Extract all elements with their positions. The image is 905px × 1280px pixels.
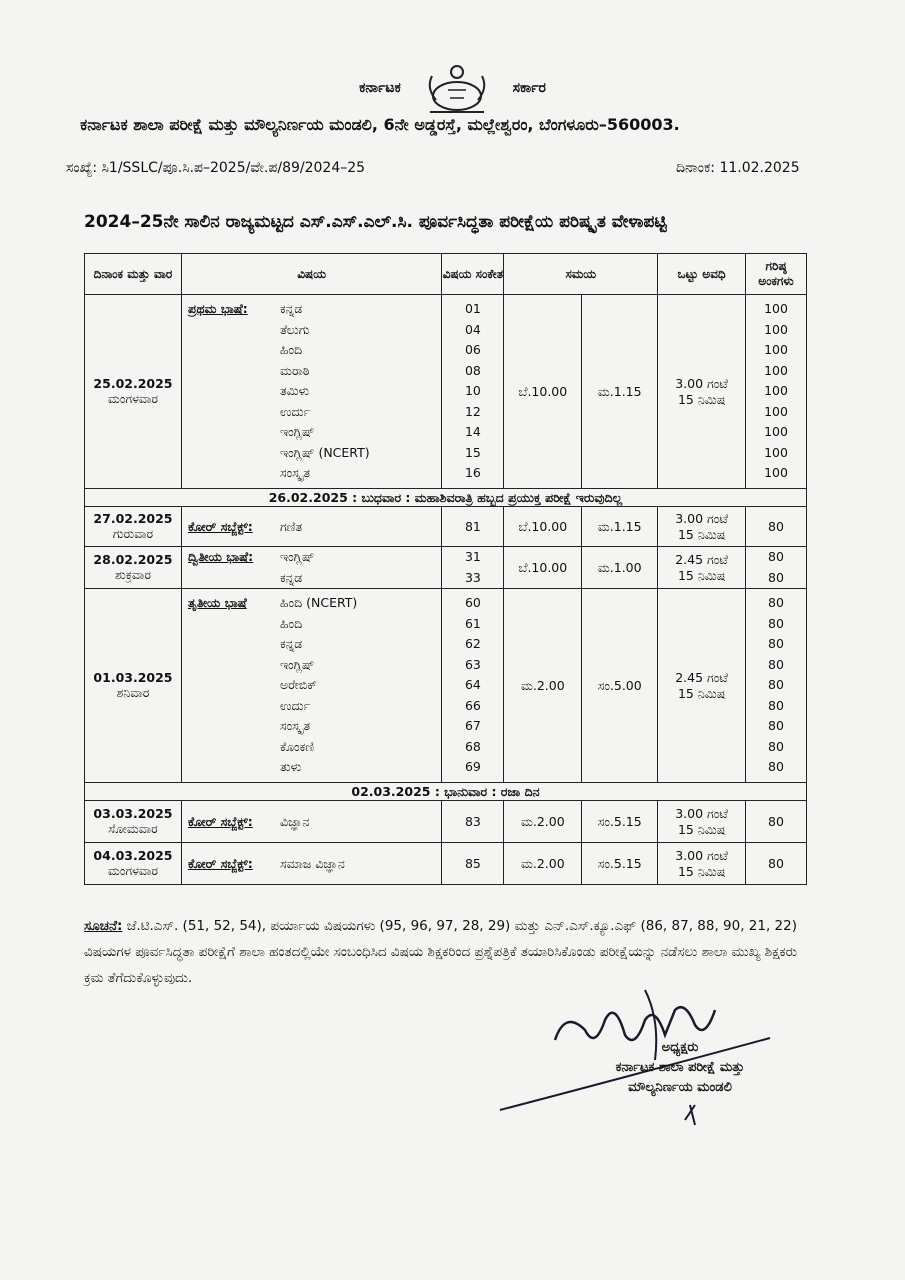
subject-name: ಹಿಂದಿ (NCERT) (279, 595, 358, 611)
duration-cell (658, 295, 746, 489)
subject-code: 10 (464, 383, 481, 399)
table-row (85, 507, 807, 547)
subject-code: 66 (464, 697, 481, 713)
table-row (85, 295, 807, 489)
subject-code: 83 (442, 801, 504, 843)
max-marks: 80 (768, 656, 784, 672)
end-time: ಸಂ.5.15 (582, 801, 658, 843)
marks-cell (746, 589, 807, 783)
subject-name: ಕನ್ನಡ (279, 301, 303, 317)
signatory-office-line2: ಮೌಲ್ಯನಿರ್ಣಯ ಮಂಡಲಿ (628, 1080, 732, 1095)
government-header (0, 60, 905, 116)
exam-date: 01.03.2025 (93, 670, 173, 685)
subject-cell (181, 843, 442, 885)
max-marks: 80 (768, 549, 784, 564)
duration-cell (658, 801, 746, 843)
exam-date: 28.02.2025 (93, 552, 173, 567)
subject-code: 33 (464, 569, 481, 585)
subject-name: ಕೊಂಕಣಿ (279, 738, 315, 754)
subject-group-label: ಪ್ರಥಮ ಭಾಷೆ: (187, 301, 248, 317)
header-code: ವಿಷಯ ಸಂಕೇತ (442, 254, 504, 295)
duration-hours: 3.00 ಗಂಟೆ (675, 805, 728, 821)
end-time: ಸಂ.5.00 (582, 589, 658, 783)
note-text: ಜೆ.ಟಿ.ಎಸ್. (51, 52, 54), ಪರ್ಯಾಯ ವಿಷಯಗಳು (95, 96, 97, 28, 29) ಮತ್ತು ಎನ್.ಎಸ್.ಕ್ಯೂ.ಎಫ್ (86, 87, 88, 90, 21, 22) ವಿಷಯಗಳ ಪೂರ್ವಸಿದ್ಧತಾ ಪರೀಕ್ಷೆಗೆ ಶಾಲಾ ಹಂತದಲ್ಲಿಯೇ ಸಂಬಂಧಿಸಿದ ವಿಷಯ ಶಿಕ್ಷಕರಿಂದ ಪ್ರಶ್ನೆಪತ್ರಿಕೆ ತಯಾರಿಸಿಕೊಂಡು ಪರೀಕ್ಷೆಯನ್ನು ನಡೆಸಲು ಶಾಲಾ ಮುಖ್ಯ ಶಿಕ್ಷಕರು ಕ್ರಮ ತೆಗೆದುಕೊಳ್ಳುವುದು. (84, 918, 798, 986)
page-title: 2024–25ನೇ ಸಾಲಿನ ರಾಜ್ಯಮಟ್ಟದ ಎಸ್.ಎಸ್.ಎಲ್.ಸಿ. ಪೂರ್ವಸಿದ್ಧತಾ ಪರೀಕ್ಷೆಯ ಪರಿಷ್ಕೃತ ವೇಳಾಪಟ್ಟಿ (84, 212, 667, 232)
date-cell (85, 801, 182, 843)
marks-cell (746, 547, 807, 589)
holiday-row (85, 783, 807, 801)
max-marks: 100 (764, 301, 788, 317)
govt-right-text: ಸರ್ಕಾರ (512, 80, 546, 96)
duration-hours: 3.00 ಗಂಟೆ (675, 375, 728, 391)
signatory-block (560, 1038, 800, 1098)
end-time: ಮ.1.15 (582, 295, 658, 489)
subject-code: 67 (464, 718, 481, 734)
table-row (85, 589, 807, 783)
duration-cell (658, 507, 746, 547)
table-header-row (85, 254, 807, 295)
duration-minutes: 15 ನಿಮಿಷ (677, 863, 726, 879)
duration-hours: 2.45 ಗಂಟೆ (675, 551, 728, 567)
subject-cell (181, 547, 442, 589)
timetable (84, 253, 807, 885)
subject-name: ಸಮಾಜ ವಿಜ್ಞಾನ (279, 855, 345, 871)
max-marks: 100 (764, 321, 788, 337)
subject-cell (181, 295, 442, 489)
subject-name: ತುಳು (279, 759, 302, 775)
subject-name: ಕನ್ನಡ (279, 636, 303, 652)
max-marks: 100 (764, 465, 788, 481)
max-marks: 100 (764, 403, 788, 419)
subject-name: ಉರ್ದು (279, 697, 311, 713)
duration-hours: 3.00 ಗಂಟೆ (675, 510, 728, 526)
subject-code: 06 (464, 342, 481, 358)
subject-name: ಇಂಗ್ಲಿಷ್ (279, 424, 315, 440)
max-marks: 100 (764, 362, 788, 378)
max-marks: 80 (768, 595, 784, 611)
table-row (85, 547, 807, 589)
subject-code: 14 (464, 424, 481, 440)
subject-code: 31 (464, 549, 481, 564)
subject-name: ಮರಾಠಿ (279, 362, 310, 378)
exam-day: ಮಂಗಳವಾರ (107, 863, 158, 878)
subject-name: ಇಂಗ್ಲಿಷ್ (NCERT) (279, 444, 370, 460)
subject-name: ಸಂಸ್ಕೃತ (279, 718, 310, 734)
subject-code: 81 (442, 507, 504, 547)
date-cell (85, 547, 182, 589)
exam-date: 04.03.2025 (93, 848, 173, 863)
duration-cell (658, 547, 746, 589)
end-time: ಸಂ.5.15 (582, 843, 658, 885)
note-label: ಸೂಚನೆ: (84, 918, 123, 934)
holiday-text: 26.02.2025 : ಬುಧವಾರ : ಮಹಾಶಿವರಾತ್ರಿ ಹಬ್ಬದ ಪ್ರಯುಕ್ತ ಪರೀಕ್ಷೆ ಇರುವುದಿಲ್ಲ (85, 489, 807, 507)
max-marks: 80 (768, 569, 784, 585)
exam-day: ಗುರುವಾರ (112, 526, 154, 541)
subject-code: 63 (464, 656, 481, 672)
subject-code: 62 (464, 636, 481, 652)
subject-code: 68 (464, 738, 481, 754)
subject-code: 08 (464, 362, 481, 378)
subject-name: ಇಂಗ್ಲಿಷ್ (279, 549, 315, 564)
start-time: ಬೆ.10.00 (504, 295, 582, 489)
max-marks: 80 (768, 697, 784, 713)
exam-date: 27.02.2025 (93, 511, 173, 526)
subject-code: 16 (464, 465, 481, 481)
subject-cell (181, 589, 442, 783)
marks-cell (746, 295, 807, 489)
date-cell (85, 589, 182, 783)
exam-date: 25.02.2025 (93, 376, 173, 391)
duration-minutes: 15 ನಿಮಿಷ (677, 526, 726, 542)
subject-code: 64 (464, 677, 481, 693)
duration-minutes: 15 ನಿಮಿಷ (677, 567, 726, 583)
start-time: ಬೆ.10.00 (504, 507, 582, 547)
subject-code: 85 (442, 843, 504, 885)
subject-cell (181, 507, 442, 547)
max-marks: 80 (746, 801, 807, 843)
exam-day: ಶುಕ್ರವಾರ (114, 567, 151, 582)
subject-group-label: ಕೋರ್ ಸಬ್ಜೆಕ್ಟ್: (187, 813, 253, 829)
header-time: ಸಮಯ (504, 254, 658, 295)
max-marks: 80 (768, 636, 784, 652)
subject-name: ಅರೇಬಿಕ್ (279, 677, 317, 693)
subject-name: ಇಂಗ್ಲಿಷ್ (279, 656, 315, 672)
max-marks: 100 (764, 444, 788, 460)
subject-code: 12 (464, 403, 481, 419)
end-time: ಮ.1.00 (582, 547, 658, 589)
max-marks: 80 (768, 615, 784, 631)
start-time: ಮ.2.00 (504, 843, 582, 885)
header-duration: ಒಟ್ಟು ಅವಧಿ (658, 254, 746, 295)
subject-code: 15 (464, 444, 481, 460)
holiday-row (85, 489, 807, 507)
code-cell (442, 547, 504, 589)
exam-day: ಸೋಮವಾರ (108, 821, 158, 836)
duration-cell (658, 589, 746, 783)
start-time: ಮ.2.00 (504, 589, 582, 783)
holiday-text: 02.03.2025 : ಭಾನುವಾರ : ರಜಾ ದಿನ (85, 783, 807, 801)
subject-name: ತೆಲುಗು (279, 321, 310, 337)
date-cell (85, 295, 182, 489)
end-time: ಮ.1.15 (582, 507, 658, 547)
subject-code: 04 (464, 321, 481, 337)
subject-code: 61 (464, 615, 481, 631)
header-max-marks: ಗರಿಷ್ಠ ಅಂಕಗಳು (746, 254, 807, 295)
reference-number: ಸಂಖ್ಯೆ: ಸಿ1/SSLC/ಪೂ.ಸಿ.ಪ–2025/ವೇ.ಪ/89/2024–25 (66, 160, 366, 176)
start-time: ಮ.2.00 (504, 801, 582, 843)
duration-minutes: 15 ನಿಮಿಷ (677, 821, 726, 837)
subject-group-label: ದ್ವಿತೀಯ ಭಾಷೆ: (187, 549, 254, 564)
subject-name: ಉರ್ದು (279, 403, 311, 419)
exam-day: ಮಂಗಳವಾರ (107, 391, 158, 406)
subject-name: ಕನ್ನಡ (279, 569, 303, 585)
duration-hours: 3.00 ಗಂಟೆ (675, 847, 728, 863)
signatory-title: ಅಧ್ಯಕ್ಷರು (661, 1040, 699, 1055)
max-marks: 80 (746, 507, 807, 547)
document-date: ದಿನಾಂಕ: 11.02.2025 (676, 160, 800, 176)
start-time: ಬೆ.10.00 (504, 547, 582, 589)
table-row (85, 843, 807, 885)
subject-cell (181, 801, 442, 843)
board-address: ಕರ್ನಾಟಕ ಶಾಲಾ ಪರೀಕ್ಷೆ ಮತ್ತು ಮೌಲ್ಯನಿರ್ಣಯ ಮಂಡಲಿ, 6ನೇ ಅಡ್ಡರಸ್ತೆ, ಮಲ್ಲೇಶ್ವರಂ, ಬೆಂಗಳೂರು–560003. (80, 115, 680, 134)
max-marks: 80 (746, 843, 807, 885)
code-cell (442, 589, 504, 783)
subject-name: ವಿಜ್ಞಾನ (279, 813, 310, 829)
subject-name: ಸಂಸ್ಕೃತ (279, 465, 310, 481)
max-marks: 100 (764, 342, 788, 358)
subject-group-label: ಕೋರ್ ಸಬ್ಜೆಕ್ಟ್: (187, 518, 253, 534)
subject-group-label: ಕೋರ್ ಸಬ್ಜೆಕ್ಟ್: (187, 855, 253, 871)
subject-name: ಗಣಿತ (279, 518, 303, 534)
signatory-office-line1: ಕರ್ನಾಟಕ ಶಾಲಾ ಪರೀಕ್ಷೆ ಮತ್ತು (615, 1060, 745, 1075)
subject-group-label: ತೃತೀಯ ಭಾಷೆ (187, 595, 247, 611)
max-marks: 80 (768, 738, 784, 754)
duration-hours: 2.45 ಗಂಟೆ (675, 669, 728, 685)
govt-left-text: ಕರ್ನಾಟಕ (359, 80, 401, 96)
header-date-day: ದಿನಾಂಕ ಮತ್ತು ವಾರ (85, 254, 182, 295)
duration-minutes: 15 ನಿಮಿಷ (677, 685, 726, 701)
exam-date: 03.03.2025 (93, 806, 173, 821)
subject-code: 69 (464, 759, 481, 775)
subject-name: ತಮಿಳು (279, 383, 310, 399)
subject-code: 01 (464, 301, 481, 317)
max-marks: 100 (764, 424, 788, 440)
max-marks: 100 (764, 383, 788, 399)
date-cell (85, 843, 182, 885)
duration-cell (658, 843, 746, 885)
max-marks: 80 (768, 677, 784, 693)
date-cell (85, 507, 182, 547)
max-marks: 80 (768, 759, 784, 775)
subject-name: ಹಿಂದಿ (279, 615, 303, 631)
table-row (85, 801, 807, 843)
subject-code: 60 (464, 595, 481, 611)
header-subject: ವಿಷಯ (181, 254, 442, 295)
duration-minutes: 15 ನಿಮಿಷ (677, 391, 726, 407)
max-marks: 80 (768, 718, 784, 734)
state-emblem-icon (412, 60, 502, 116)
exam-day: ಶನಿವಾರ (116, 685, 150, 700)
code-cell (442, 295, 504, 489)
subject-name: ಹಿಂದಿ (279, 342, 303, 358)
